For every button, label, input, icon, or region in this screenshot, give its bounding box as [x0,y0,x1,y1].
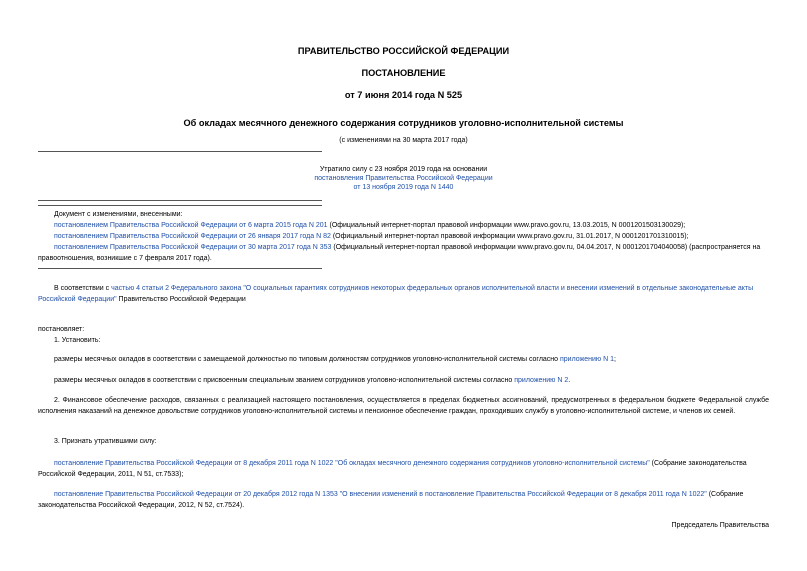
document-title: Об окладах месячного денежного содержания сотрудников уголовно-исполнительной системы [183,118,624,128]
government-heading: ПРАВИТЕЛЬСТВО РОССИЙСКОЙ ФЕДЕРАЦИИ [297,46,510,56]
signature: Председатель Правительства [671,522,769,529]
item-1-heading: 1. Установить: [54,337,101,344]
divider [38,200,322,201]
expired-link-line2[interactable]: от 13 ноября 2019 года N 1440 [353,184,454,191]
change-text-1: (Официальный интернет-портал правовой информации www.pravo.gov.ru, 13.03.2015, N 0001201503130029); [327,222,686,229]
item-3-heading: 3. Признать утратившими силу: [54,438,157,445]
divider [38,151,322,152]
change-text-2: (Официальный интернет-портал правовой информации www.pravo.gov.ru, 31.01.2017, N 0001201701310015); [330,233,689,240]
change-link-3[interactable]: постановлением Правительства Российской Федерации от 30 марта 2017 года N 353 [54,244,332,251]
item-2: 2. Финансовое обеспечение расходов, связанных с реализацией настоящего постановления, осуществляется в пределах бюджетных ассигнований, предусмотренных в федеральном бюджете Федеральной службе исполнения наказаний на денежное довольствие сотрудников уголовно-исполнительной системы и пенсионное обеспечение граждан, проходивших службу в уголовно-исполнительной системе, и членов их семей. [38,397,769,415]
item-1a-text: размеры месячных окладов в соответствии с замещаемой должностью по типовым должностям сотрудников уголовно-исполнительной системы согласно [54,356,560,363]
preamble-suffix: Правительство Российской Федерации [116,296,246,303]
document-type-heading: ПОСТАНОВЛЕНИЕ [361,68,446,78]
repealed-act-1-link[interactable]: постановление Правительства Российской Федерации от 8 декабря 2011 года N 1022 "Об окладах месячного денежного содержания сотрудников уголовно-исполнительной системы" [54,460,650,467]
divider [38,205,322,206]
appendix-1-link[interactable]: приложению N 1 [560,356,615,363]
expired-note: Утратило силу с 23 ноября 2019 года на основании [319,166,488,173]
change-item-3 [38,242,769,264]
divider [38,268,322,269]
item-3a-text: (Собрание законодательства Российской Федерации, 2011, N 51, ст.7533); [38,460,747,478]
repealed-act-2-link[interactable]: постановление Правительства Российской Федерации от 20 декабря 2012 года N 1353 "О внесении изменений в постановление Правительства Российской Федерации от 8 декабря 2011 года N 1022" [54,491,707,498]
item-1a-end: ; [614,356,616,363]
preamble-prefix: В соответствии с [54,285,112,292]
change-text-3: (Официальный интернет-портал правовой информации www.pravo.gov.ru, 04.04.2017, N 0001201704040058) (распространяется на правоотношения, возникшие с 7 февраля 2017 года). [38,244,761,262]
preamble-law-link[interactable]: частью 4 статьи 2 Федерального закона "О социальных гарантиях сотрудников некоторых федеральных органов исполнительной власти и внесении изменений в отдельные законодательные акты Российской Федерации" [38,285,754,303]
amended-note: (с изменениями на 30 марта 2017 года) [339,137,468,144]
appendix-2-link[interactable]: приложению N 2 [514,377,569,384]
change-link-2[interactable]: постановлением Правительства Российской Федерации от 26 января 2017 года N 82 [54,233,331,240]
item-1b [38,375,769,386]
changes-intro: Документ с изменениями, внесенными: [54,211,183,218]
item-3b-text: (Собрание законодательства Российской Федерации, 2012, N 52, ст.7524). [38,491,744,509]
item-3b [38,489,769,511]
item-3a [38,458,769,480]
preamble [38,283,769,305]
change-item-1 [38,220,769,231]
item-1b-text: размеры месячных окладов в соответствии с присвоенным специальным званием сотрудников уголовно-исполнительной системы согласно [54,377,515,384]
item-1b-end: . [568,377,571,384]
decides-text: постановляет: [38,326,85,333]
change-link-1[interactable]: постановлением Правительства Российской Федерации от 6 марта 2015 года N 201 [54,222,328,229]
item-1a [38,354,769,365]
date-number-heading: от 7 июня 2014 года N 525 [344,90,463,100]
expired-link-line1[interactable]: постановления Правительства Российской Федерации [314,175,493,182]
change-item-2 [38,231,769,242]
